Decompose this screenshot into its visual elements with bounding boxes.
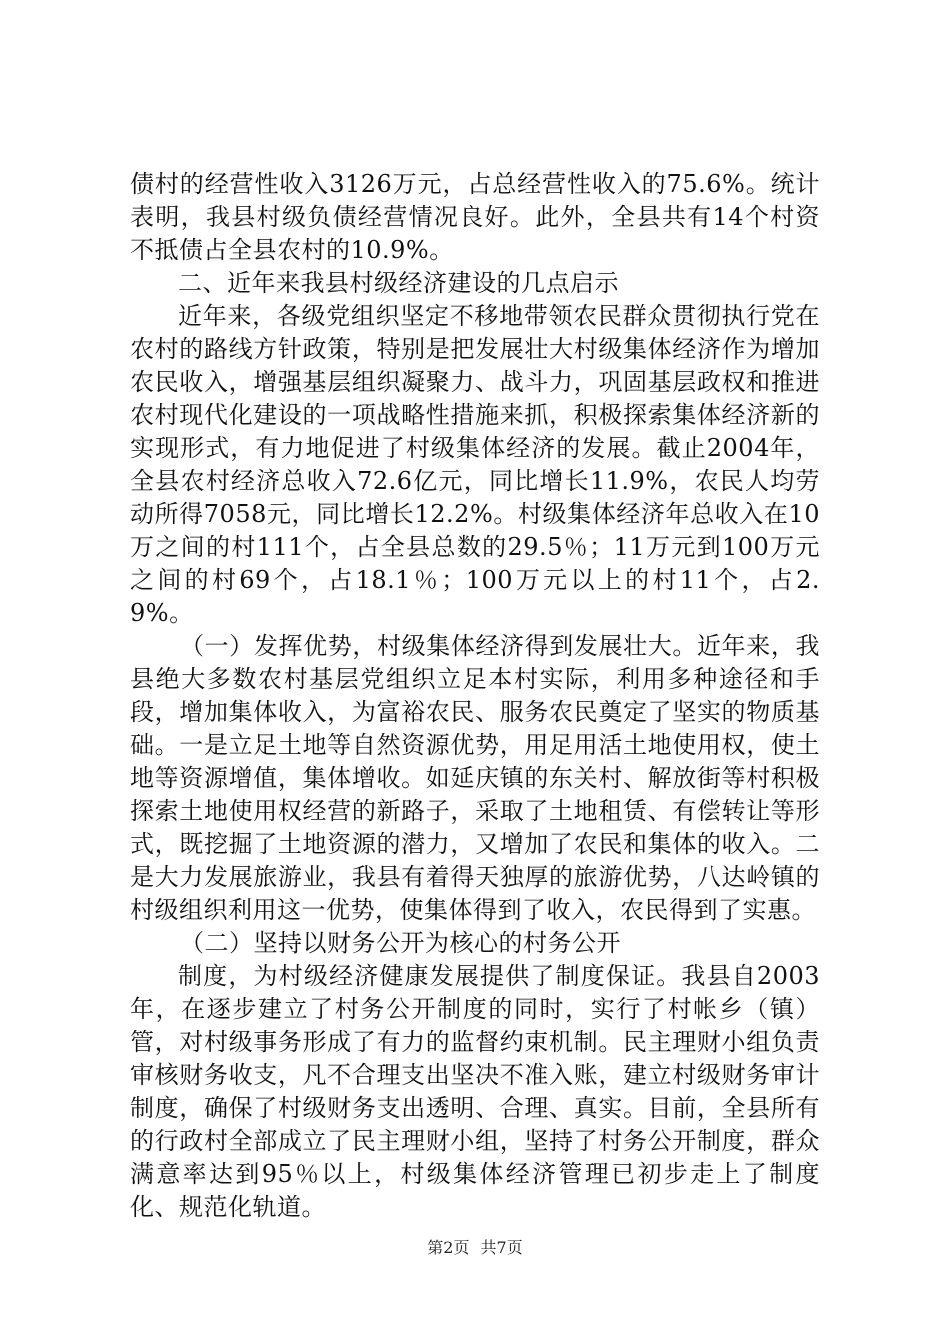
document-body (130, 168, 820, 1224)
page-total: 共7页 (480, 1238, 523, 1257)
page-footer (0, 1238, 950, 1258)
paragraph-system-guarantee: 制度，为村级经济健康发展提供了制度保证。我县自2003年，在逐步建立了村务公开制度的同时，实行了村帐乡（镇）管，对村级事务形成了有力的监督约束机制。民主理财小组负责审核财务收支，凡不合理支出坚决不准入账，建立村级财务审计制度，确保了村级财务支出透明、合理、真实。目前，全县所有的行政村全部成立了民主理财小组，坚持了村务公开制度，群众满意率达到95％以上，村级集体经济管理已初步走上了制度化、规范化轨道。 (130, 962, 820, 1221)
page-number: 第2页 (427, 1238, 470, 1257)
subsection-2-heading: （二）坚持以财务公开为核心的村务公开 (180, 929, 621, 957)
paragraph-recent-years: 近年来，各级党组织坚定不移地带领农民群众贯彻执行党在农村的路线方针政策，特别是把发展壮大村级集体经济作为增加农民收入，增强基层组织凝聚力、战斗力，巩固基层政权和推进农村现代化建设的一项战略性措施来抓，积极探索集体经济新的实现形式，有力地促进了村级集体经济的发展。截止2004年，全县农村经济总收入72.6亿元，同比增长11.9%，农民人均劳动所得7058元，同比增长12.2%。村级集体经济年总收入在10万之间的村111个，占全县总数的29.5％；11万元到100万元之间的村69个，占18.1％；100万元以上的村11个，占2.9%。 (130, 302, 820, 627)
section-heading-2: 二、近年来我县村级经济建设的几点启示 (178, 269, 619, 297)
paragraph-debt-summary: 债村的经营性收入3126万元，占总经营性收入的75.6%。统计表明，我县村级负债经营情况良好。此外，全县共有14个村资不抵债占全县农村的10.9%。 (130, 170, 820, 264)
subsection-1-paragraph: （一）发挥优势，村级集体经济得到发展壮大。近年来，我县绝大多数农村基层党组织立足本村实际，利用多种途径和手段，增加集体收入，为富裕农民、服务农民奠定了坚实的物质基础。一是立足土地等自然资源优势，用足用活土地使用权，使土地等资源增值，集体增收。如延庆镇的东关村、解放街等村积极探索土地使用权经营的新路子，采取了土地租赁、有偿转让等形式，既挖掘了土地资源的潜力，又增加了农民和集体的收入。二是大力发展旅游业，我县有着得天独厚的旅游优势，八达岭镇的村级组织利用这一优势，使集体得到了收入，农民得到了实惠。 (130, 632, 820, 924)
